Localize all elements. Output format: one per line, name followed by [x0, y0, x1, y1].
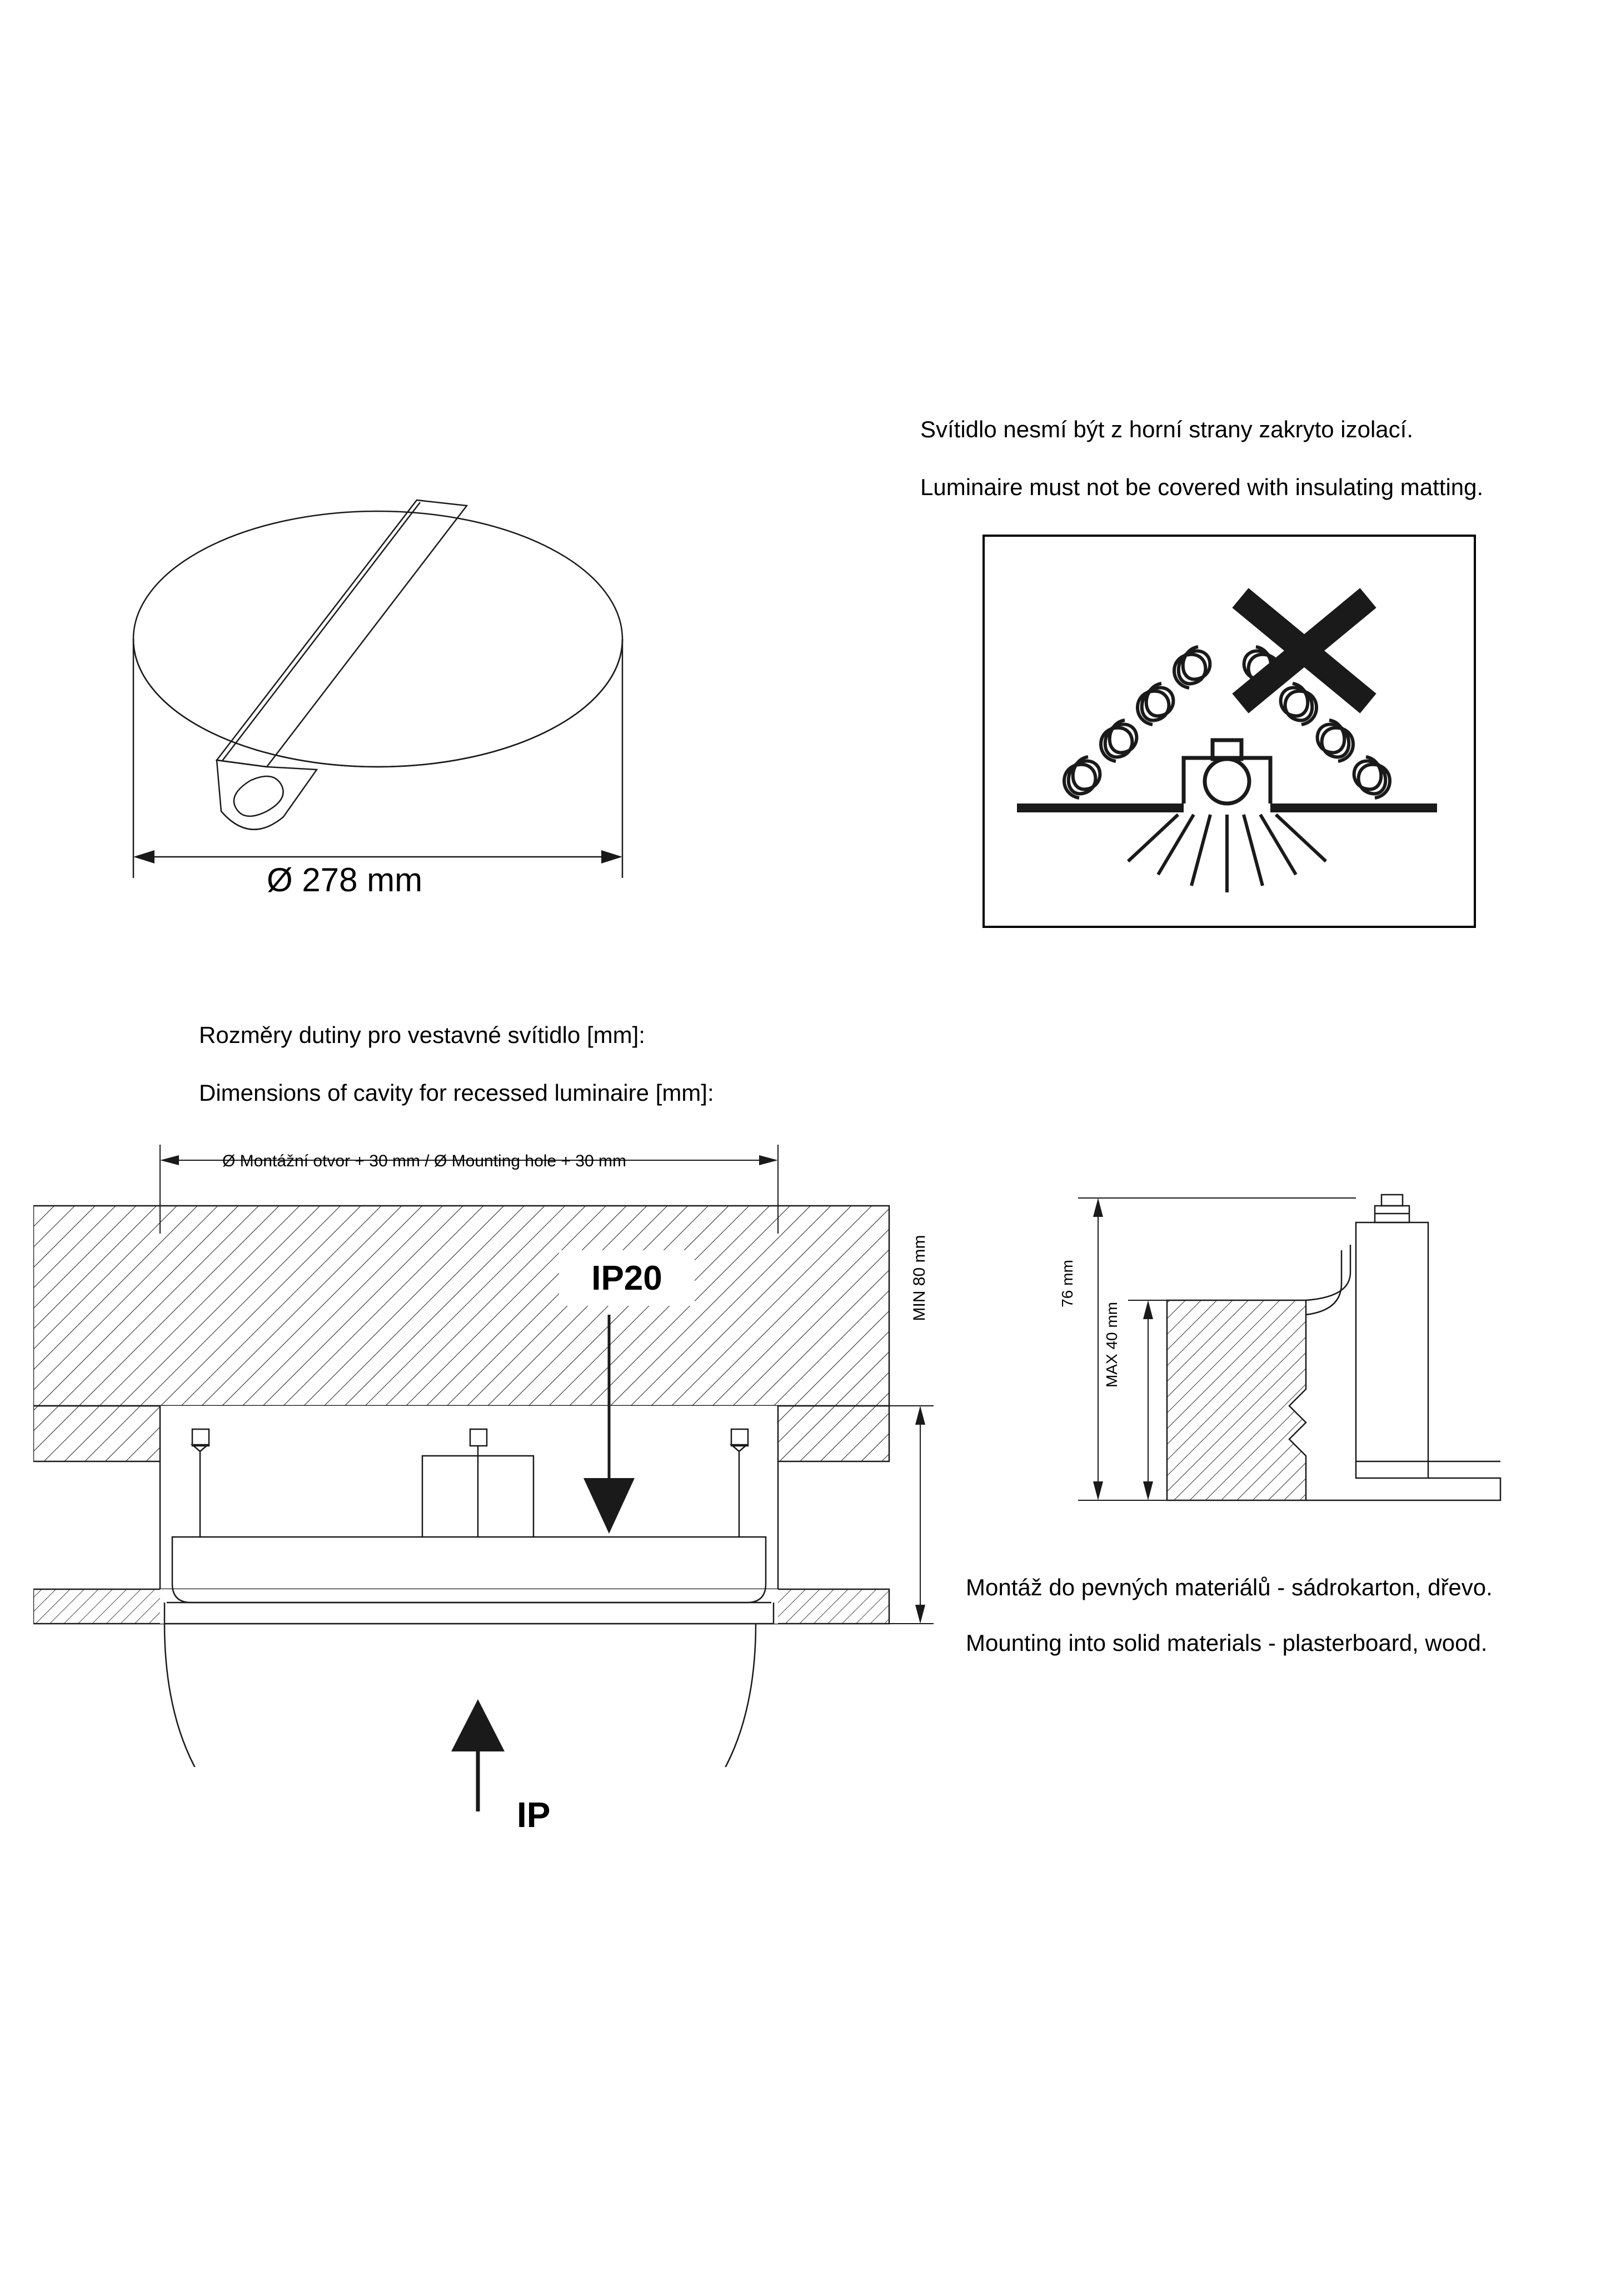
warning-pictogram-box — [982, 535, 1476, 928]
cavity-heading-en: Dimensions of cavity for recessed luminaire [mm]: — [199, 1080, 714, 1106]
warning-text-en: Luminaire must not be covered with insulating matting. — [920, 474, 1484, 500]
cavity-heading-cs: Rozměry dutiny pro vestavné svítidlo [mm]: — [199, 1022, 645, 1048]
detail-thickness-label: MAX 40 mm — [1103, 1301, 1120, 1388]
no-insulation-icon — [985, 537, 1469, 921]
warning-text-cs: Svítidlo nesmí být z horní strany zakryto izolací. — [920, 416, 1414, 442]
ip20-badge: IP20 — [559, 1250, 695, 1306]
diameter-label: Ø 278 mm — [267, 861, 423, 899]
mounting-hole-dimension-label: Ø Montážní otvor + 30 mm / Ø Mounting hole + 30 mm — [222, 1152, 626, 1170]
top-view-drawing — [83, 456, 739, 911]
cavity-section-drawing — [33, 1145, 1034, 1767]
ip-label: IP — [517, 1795, 551, 1835]
detail-section-drawing — [1045, 1189, 1556, 1545]
mounting-text-en: Mounting into solid materials - plasterboard, wood. — [966, 1630, 1488, 1656]
min-depth-label: MIN 80 mm — [910, 1235, 929, 1321]
detail-height-label: 76 mm — [1059, 1260, 1076, 1307]
ip-arrow-up — [433, 1689, 522, 1811]
mounting-text-cs: Montáž do pevných materiálů - sádrokarton, dřevo. — [966, 1574, 1493, 1600]
